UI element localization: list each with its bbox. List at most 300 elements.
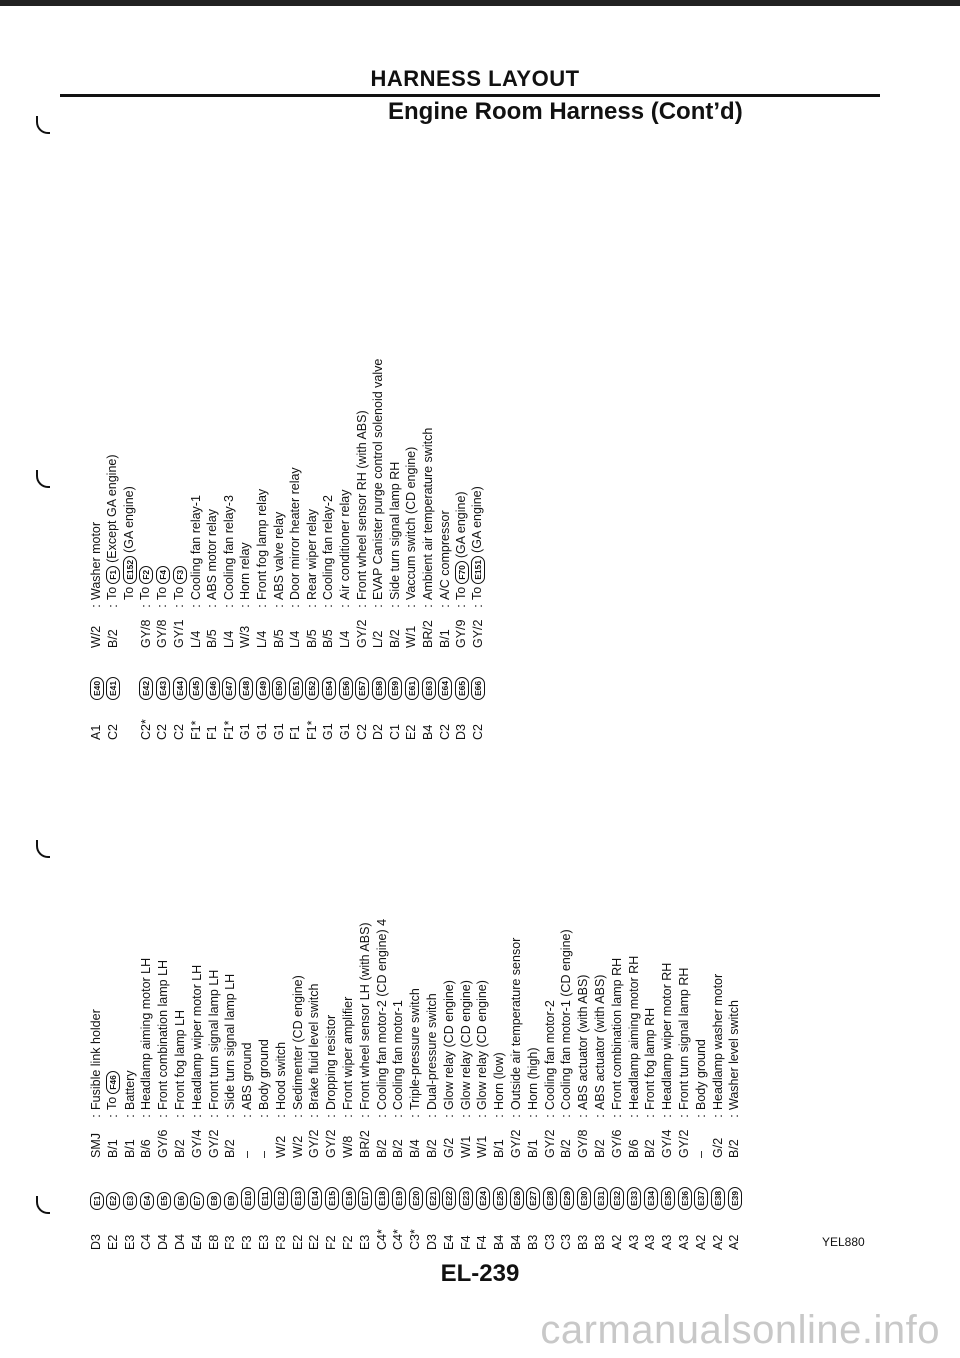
connector-badge: E64 [438,677,452,700]
connector-description: Brake fluid level switch [307,983,322,1110]
separator: : [138,604,153,608]
linked-connector-badge: E152 [123,556,137,584]
connector-spec: B/1 [437,629,452,648]
connector-spec: – [240,1151,255,1158]
connector-badge: E38 [711,1187,725,1210]
connector-row [458,980,474,1250]
grid-location: F1 [288,725,303,740]
connector-spec: L/4 [288,630,303,648]
connector-description: Body ground [693,1039,708,1110]
connector-description: Ambient air temperature switch [421,427,435,600]
connector-row [105,454,121,740]
connector-number-cell [693,1158,708,1210]
connector-badge: E40 [90,677,104,700]
connector-badge: E43 [156,677,170,700]
connector-description: Washer motor [89,521,103,600]
connector-description: Hood switch [273,1041,288,1110]
connector-number-cell [255,648,270,700]
connector-number-cell [139,1158,154,1210]
connector-spec: L/4 [188,630,203,648]
connector-number-cell [273,1158,288,1210]
grid-location: A2 [693,1234,708,1250]
connector-spec: L/4 [338,630,352,648]
connector-number-cell [189,1158,204,1210]
connector-row [172,1010,188,1250]
top-rule [0,0,960,6]
figure-code: YEL880 [822,1235,865,1249]
connector-badge: E59 [388,677,402,700]
connector-spec: W/1 [475,1135,490,1158]
title-rule [60,94,880,97]
connector-row [525,1047,541,1250]
grid-location: G1 [238,723,253,740]
connector-row [287,467,303,740]
connector-description: ABS ground [240,1042,255,1110]
connector-description: Front fog lamp LH [173,1009,187,1110]
connector-description: Front combination lamp LH [156,959,171,1110]
connector-number-cell [257,1158,272,1210]
connector-number-cell [609,1158,624,1210]
connector-badge: E14 [308,1187,322,1210]
connector-spec: B/2 [391,1139,406,1158]
separator: : [408,1114,423,1118]
connector-row [320,495,336,740]
connector-row [138,563,154,740]
grid-location: A2 [609,1234,624,1250]
connector-badge: E1 [90,1192,104,1210]
connector-row [403,447,419,740]
connector-description: Front fog lamp relay [255,488,269,600]
connector-spec: W/3 [238,625,253,648]
linked-connector-badge: F1 [106,566,120,584]
connector-description: Rear wiper relay [304,508,319,600]
connector-number-cell [593,1158,608,1210]
connector-row [304,509,320,740]
connector-description: Front fog lamp RH [643,1007,658,1110]
grid-location: F3 [273,1235,288,1250]
separator: : [454,604,469,608]
connector-row [558,929,574,1250]
connector-number-cell [172,648,187,700]
connector-number-cell [626,1158,641,1210]
connector-badge: E52 [305,677,319,700]
connector-number-cell [441,1158,456,1210]
separator: : [321,604,336,608]
connector-spec: B/2 [173,1139,187,1158]
connector-number-cell [188,648,203,700]
connector-description: Fusible link holder [89,1009,103,1110]
desc-prefix: To [154,586,169,600]
separator: : [271,604,286,608]
connector-number-cell [205,648,220,700]
connector-description: Cooling fan motor-2 (CD engine) 4 [374,918,389,1110]
connector-row [206,970,222,1250]
connector-badge: E12 [274,1187,288,1210]
connector-description: Headlamp aiming motor LH [139,957,154,1110]
connector-badge: E3 [123,1192,137,1210]
separator: : [172,604,186,608]
connector-spec: – [257,1151,271,1158]
separator: : [189,1114,204,1118]
connector-badge: E47 [222,677,236,700]
grid-location: B4 [509,1234,523,1250]
connector-description: Headlamp washer motor [710,973,725,1110]
connector-number-cell [576,1158,591,1210]
connector-badge: E54 [322,677,336,700]
separator: : [341,1114,355,1118]
connector-row [239,1043,255,1250]
punch-mark-3 [36,840,50,858]
connector-number-cell [371,648,386,700]
grid-location: E2 [105,1234,120,1250]
desc-prefix: To [121,586,136,600]
connector-row [237,542,253,740]
connector-spec: W/2 [290,1135,305,1158]
connector-row [370,359,386,740]
connector-badge: E16 [342,1187,356,1210]
separator: : [660,1114,675,1118]
separator: : [354,604,369,608]
separator: : [441,1114,456,1118]
separator: : [391,1114,406,1118]
grid-location: A3 [643,1234,658,1250]
grid-location: C3* [408,1229,423,1250]
connector-spec: GY/2 [509,1129,523,1158]
connector-spec: B/5 [321,629,336,648]
separator: : [492,1114,507,1118]
connector-badge: E28 [543,1187,557,1210]
connector-badge: E6 [174,1192,188,1210]
connector-number-cell [470,648,485,700]
separator: : [643,1114,658,1118]
desc-prefix: To [470,586,485,600]
separator: : [257,1114,271,1118]
connector-number-cell [321,648,336,700]
connector-spec: GY/8 [138,619,153,648]
connector-spec: B/5 [304,629,319,648]
grid-location: C4* [391,1229,406,1250]
connector-description [105,1068,120,1110]
connector-description: Cooling fan motor-1 (CD engine) [559,929,574,1110]
grid-location: D3 [454,724,469,740]
connector-number-cell [338,648,353,700]
connector-row [609,958,625,1250]
connector-description: Horn relay [238,542,253,600]
connector-number-cell [324,1158,339,1210]
connector-badge: E45 [189,677,203,700]
grid-location: D4 [156,1234,171,1250]
grid-location: F3 [240,1235,255,1250]
connector-spec: GY/4 [189,1129,204,1158]
linked-connector-badge: F4 [156,566,170,584]
grid-location: E2 [290,1234,305,1250]
connector-number-cell [391,1158,406,1210]
grid-location: E8 [206,1234,221,1250]
connector-description [172,563,187,600]
connector-description: Dropping resistor [324,1014,339,1110]
desc-suffix: (Except GA engine) [105,454,120,563]
connector-description: Door mirror heater relay [288,467,303,600]
connector-description: Front turn signal lamp RH [677,967,691,1110]
connector-spec: GY/8 [155,619,170,648]
connector-description: Headlamp wiper motor LH [189,964,204,1110]
connector-description: Horn (high) [525,1047,540,1110]
grid-location: D2 [371,724,386,740]
connector-description: Glow relay (CD engine) [458,980,473,1110]
connector-row [306,984,322,1250]
connector-number-cell [454,648,469,700]
grid-location: C1 [387,724,402,740]
grid-location: B3 [593,1234,607,1250]
connector-badge: E51 [289,677,303,700]
linked-connector-badge: F70 [455,561,469,584]
connector-spec: GY/4 [660,1129,675,1158]
connector-spec: GY/2 [354,619,369,648]
connector-spec: B/2 [643,1139,658,1158]
connector-row [340,997,356,1250]
connector-spec: B/2 [425,1139,439,1158]
connector-description: Front combination lamp RH [609,957,624,1110]
connector-number-cell [660,1158,675,1210]
separator: : [288,604,303,608]
separator: : [387,604,402,608]
grid-location: C2 [437,724,452,740]
connector-description: Cooling fan relay-3 [221,495,236,600]
connector-number-cell [138,648,153,700]
connector-description: Headlamp wiper motor RH [660,962,675,1110]
connector-badge: E31 [594,1187,608,1210]
grid-location: F2 [324,1235,339,1250]
desc-prefix: To [171,586,186,600]
connector-number-cell [357,1158,372,1210]
connector-row [374,919,390,1250]
connector-row [354,410,370,740]
connector-badge: E58 [372,677,386,700]
connector-description: Side turn signal lamp LH [223,973,238,1110]
linked-connector-badge: E151 [471,556,485,584]
grid-location: C2 [155,724,170,740]
connector-badge: E5 [157,1192,171,1210]
connector-number-cell [408,1158,423,1210]
connector-badge: E7 [190,1192,204,1210]
grid-location: F3 [223,1235,238,1250]
desc-suffix: (GA engine) [121,486,136,553]
connector-badge: E61 [405,677,419,700]
connector-spec: BR/2 [421,620,435,648]
connector-row [88,1009,104,1250]
connector-badge: E24 [476,1187,490,1210]
connector-description: A/C compressor [437,510,452,600]
punch-mark-2 [36,470,50,488]
grid-location: C4 [139,1234,154,1250]
connector-row [256,1039,272,1250]
grid-location: F4 [458,1235,473,1250]
separator: : [470,604,485,608]
connector-badge: E35 [661,1187,675,1210]
connector-badge: E8 [207,1192,221,1210]
connector-badge: E11 [258,1187,272,1210]
connector-number-cell [421,648,436,700]
connector-description: Glow relay (CD engine) [475,980,490,1110]
connector-number-cell [89,648,104,700]
connector-row [676,968,692,1250]
connector-row [154,563,170,740]
linked-connector-badge: F2 [139,566,153,584]
page-number: EL-239 [440,1260,520,1287]
page-subtitle: Engine Room Harness (Cont’d) [388,98,743,125]
connector-number-cell [206,1158,221,1210]
separator: : [425,1114,439,1118]
grid-location: A3 [626,1234,641,1250]
connector-badge: E27 [526,1187,540,1210]
separator: : [338,604,352,608]
grid-location: E3 [257,1234,271,1250]
connector-row [542,1000,558,1250]
connector-row [659,963,675,1250]
connector-description: Front wiper amplifier [341,996,355,1110]
grid-location: F1* [221,720,236,740]
connector-spec: G/2 [710,1137,725,1158]
connector-row [592,975,608,1250]
connector-description: Body ground [257,1039,271,1110]
grid-location: G1 [338,723,352,740]
connector-row [171,563,187,740]
connector-badge: E66 [471,677,485,700]
separator: : [139,1114,154,1118]
separator: : [374,1114,389,1118]
connector-badge: E21 [426,1187,440,1210]
connector-badge: E29 [560,1187,574,1210]
separator: : [205,604,220,608]
connector-description: ABS motor relay [205,508,220,600]
connector-row [188,495,204,740]
connector-row [407,988,423,1250]
connector-description: Vaccum switch (CD engine) [404,446,419,600]
connector-description [138,563,153,600]
connector-row [387,462,403,740]
connector-row [470,486,486,740]
connector-badge: E4 [140,1192,154,1210]
connector-number-cell [492,1158,507,1210]
connector-badge: E65 [455,677,469,700]
connector-badge: E37 [694,1187,708,1210]
connector-number-cell [221,648,236,700]
grid-location: C4* [374,1229,389,1250]
grid-location: F1 [205,725,220,740]
connector-number-cell [105,1158,120,1210]
connector-number-cell [223,1158,238,1210]
connector-description [470,486,485,600]
connector-description: Air conditioner relay [338,489,352,600]
connector-number-cell [122,1158,137,1210]
connector-description: Triple-pressure switch [408,988,423,1110]
separator: : [677,1114,691,1118]
separator: : [357,1114,372,1118]
separator: : [609,1114,624,1118]
connector-row [508,938,524,1250]
connector-row [337,490,353,740]
connector-spec: – [693,1151,708,1158]
grid-location: F1* [304,720,319,740]
connector-badge: E32 [610,1187,624,1210]
separator: : [206,1114,221,1118]
connector-description: ABS valve relay [271,511,286,600]
separator: : [626,1114,641,1118]
connector-number-cell [559,1158,574,1210]
connector-row [441,980,457,1250]
connector-badge: E22 [442,1187,456,1210]
connector-badge: E48 [239,677,253,700]
connector-number-cell [643,1158,658,1210]
separator: : [421,604,435,608]
grid-location: B4 [492,1234,507,1250]
connector-row [204,509,220,740]
connector-badge: E25 [493,1187,507,1210]
connector-number-cell [509,1158,524,1210]
connector-badge: E18 [375,1187,389,1210]
connector-description [122,486,137,600]
connector-description: Battery [122,1070,137,1110]
connector-row [290,975,306,1250]
connector-spec: GY/6 [609,1129,624,1158]
grid-location: C2 [105,724,120,740]
connector-badge: E13 [291,1187,305,1210]
connector-spec: GY/9 [454,619,469,648]
separator: : [458,1114,473,1118]
connector-description [155,563,170,600]
connector-row [221,495,237,740]
grid-location: E2 [307,1234,322,1250]
connector-spec: L/4 [255,630,269,648]
connector-number-cell [437,648,452,700]
desc-prefix: To [453,586,468,600]
connector-description: Cooling fan relay-1 [188,495,203,600]
separator: : [122,1114,137,1118]
connector-spec: GY/6 [156,1129,171,1158]
connector-badge: E23 [459,1187,473,1210]
punch-mark-4 [36,1196,50,1214]
connector-spec: B/1 [525,1139,540,1158]
connector-number-cell [354,648,369,700]
separator: : [223,1114,238,1118]
desc-prefix: To [105,1096,120,1110]
connector-spec: B/5 [205,629,220,648]
connector-badge: E9 [224,1192,238,1210]
connector-description: ABS actuator (with ABS) [576,974,591,1110]
connector-description: Cooling fan motor-2 [542,1000,557,1110]
grid-location: F4 [475,1235,490,1250]
connector-spec: W/8 [341,1135,355,1158]
connector-spec: GY/2 [470,619,485,648]
connector-row [138,958,154,1250]
connector-row [626,956,642,1250]
connector-description: Horn (low) [492,1052,507,1110]
grid-location: C3 [542,1234,557,1250]
connector-badge: E19 [392,1187,406,1210]
connector-spec: W/2 [273,1135,288,1158]
grid-location: A3 [677,1234,691,1250]
separator: : [559,1114,574,1118]
connector-row [453,491,469,740]
connector-description: ABS actuator (with ABS) [593,974,607,1110]
grid-location: A2 [710,1234,725,1250]
connector-spec: B/2 [387,629,402,648]
connector-spec: W/1 [404,625,419,648]
separator: : [155,604,170,608]
connector-number-cell [387,648,402,700]
grid-location: G1 [271,723,286,740]
connector-row [474,980,490,1250]
